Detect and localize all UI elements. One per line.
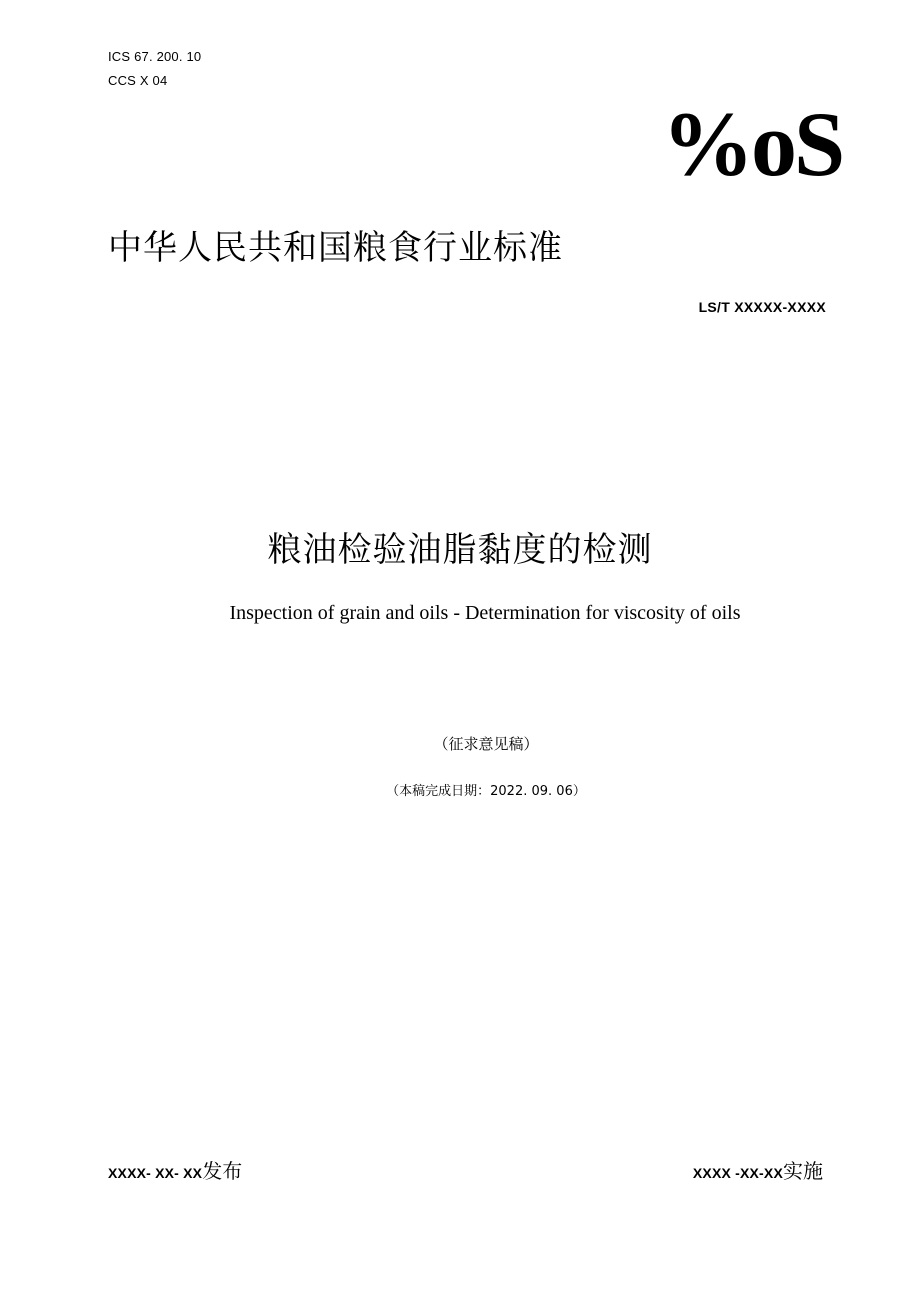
standard-category-title: 中华人民共和国粮食行业标准 (108, 228, 563, 268)
document-title-zh: 粮油检验油脂黏度的检测 (267, 530, 653, 570)
implement-label: 实施 (783, 1159, 823, 1183)
implement-date: XXXX -XX-XX (692, 1165, 783, 1181)
publish-date: XXXX- XX- XX (108, 1165, 203, 1181)
document-title-en: Inspection of grain and oils - Determination for viscosity of oils (229, 602, 741, 624)
implement-date-line (693, 1155, 823, 1184)
ccs-code: CCS X 04 (108, 73, 168, 88)
publish-date-line (108, 1155, 242, 1184)
completion-date-note: （本稿完成日期：2022. 09. 06） (386, 784, 586, 799)
standard-code: LS/T XXXXX-XXXX (698, 299, 826, 315)
publish-label: 发布 (202, 1159, 243, 1183)
ics-code: ICS 67. 200. 10 (108, 49, 202, 64)
draft-label: （征求意见稿） (433, 735, 539, 753)
standard-logo: %oS (662, 93, 843, 195)
